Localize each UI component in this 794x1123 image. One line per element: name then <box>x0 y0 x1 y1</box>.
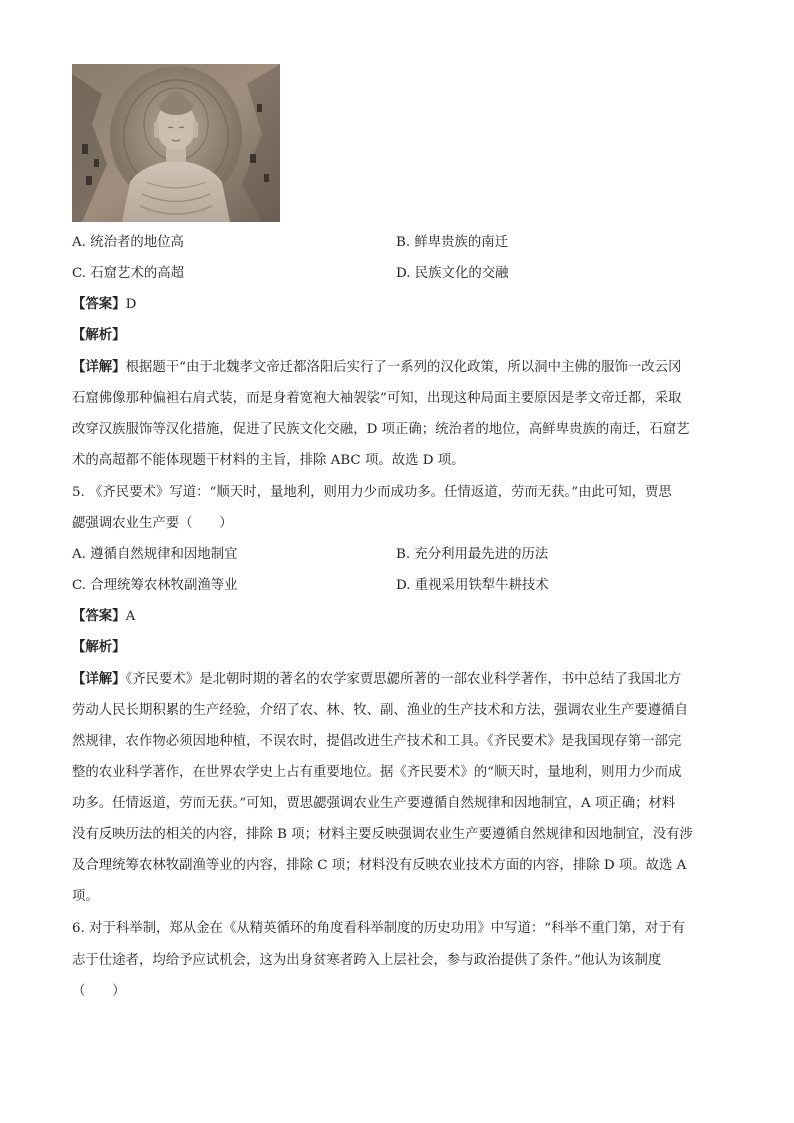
q4-detail-line: 术的高超都不能体现题干材料的主旨，排除 ABC 项。故选 D 项。 <box>72 453 465 468</box>
q6-stem-line: （ ） <box>72 984 126 999</box>
q5-detail-line: 劳动人民长期积累的生产经验，介绍了农、林、牧、副、渔业的生产技术和方法，强调农业生产要遵循自 <box>72 703 688 718</box>
q6-stem-line: 6. 对于科举制，郑从金在《从精英循环的角度看科举制度的历史功用》中写道：“科举不重门第，对于有 <box>72 921 686 936</box>
q5-detail-line: 然规律，农作物必须因地种植，不误农时，提倡改进生产技术和工具。《齐民要术》是我国现存第一部完 <box>72 734 682 749</box>
answer-value: D <box>125 297 137 312</box>
q4-detail-line: 改穿汉族服饰等汉化措施，促进了民族文化交融，D 项正确；统治者的地位，高鲜卑贵族的南迁，石窟艺 <box>72 422 690 437</box>
q5-option-a: A. 遵循自然规律和因地制宜 <box>72 547 238 562</box>
q4-detail-line: 石窟佛像那种偏袒右肩式装，而是身着宽袍大袖袈裟”可知，出现这种局面主要原因是孝文帝迁都，采取 <box>72 391 682 406</box>
q4-analysis-label: 【解析】 <box>72 328 126 343</box>
answer-label: 【答案】 <box>72 609 126 624</box>
buddha-statue-image <box>72 64 280 222</box>
q5-option-c: C. 合理统筹农林牧副渔等业 <box>72 578 238 593</box>
q5-detail-line: 整的农业科学著作，在世界农学史上占有重要地位。据《齐民要术》的“顺天时，量地利，则用力少而成 <box>72 765 682 780</box>
q5-detail-line: 项。 <box>72 889 99 904</box>
q4-option-c: C. 石窟艺术的高超 <box>72 266 185 281</box>
q5-stem-line: 勰强调农业生产要（ ） <box>72 516 233 531</box>
q5-detail-line: 没有反映历法的相关的内容，排除 B 项；材料主要反映强调农业生产要遵循自然规律和因地制宜，没有涉 <box>72 827 693 842</box>
q4-option-d: D. 民族文化的交融 <box>396 266 509 281</box>
q4-option-b: B. 鲜卑贵族的南迁 <box>396 235 509 250</box>
q5-stem-line: 5. 《齐民要术》写道：“顺天时，量地利，则用力少而成功多。任情返道，劳而无获。”由此可知，贾思 <box>72 485 672 500</box>
q6-stem-line: 志于仕途者，均给予应试机会，这为出身贫寒者跨入上层社会，参与政治提供了条件。”他认为该制度 <box>72 953 662 968</box>
q5-detail-line: 及合理统筹农林牧副渔等业的内容，排除 C 项；材料没有反映农业技术方面的内容，排除 D 项。故选 A <box>72 858 687 873</box>
q4-detail-line: 【详解】根据题干“由于北魏孝文帝迁都洛阳后实行了一系列的汉化政策，所以洞中主佛的服饰一改云冈 <box>72 360 682 375</box>
q4-option-a: A. 统治者的地位高 <box>72 235 184 250</box>
answer-label: 【答案】 <box>72 297 126 312</box>
q5-detail-line: 【详解】《齐民要术》是北朝时期的著名的农学家贾思勰所著的一部农业科学著作，书中总结了我国北方 <box>72 672 682 687</box>
q5-analysis-label: 【解析】 <box>72 640 126 655</box>
q4-answer <box>72 295 136 315</box>
q5-detail-line: 功多。任情返道，劳而无获。”可知，贾思勰强调农业生产要遵循自然规律和因地制宜，A 项正确；材料 <box>72 796 676 811</box>
answer-value: A <box>125 609 136 624</box>
q5-option-d: D. 重视采用铁犁牛耕技术 <box>396 578 549 593</box>
q5-answer <box>72 607 135 627</box>
q5-option-b: B. 充分利用最先进的历法 <box>396 547 549 562</box>
